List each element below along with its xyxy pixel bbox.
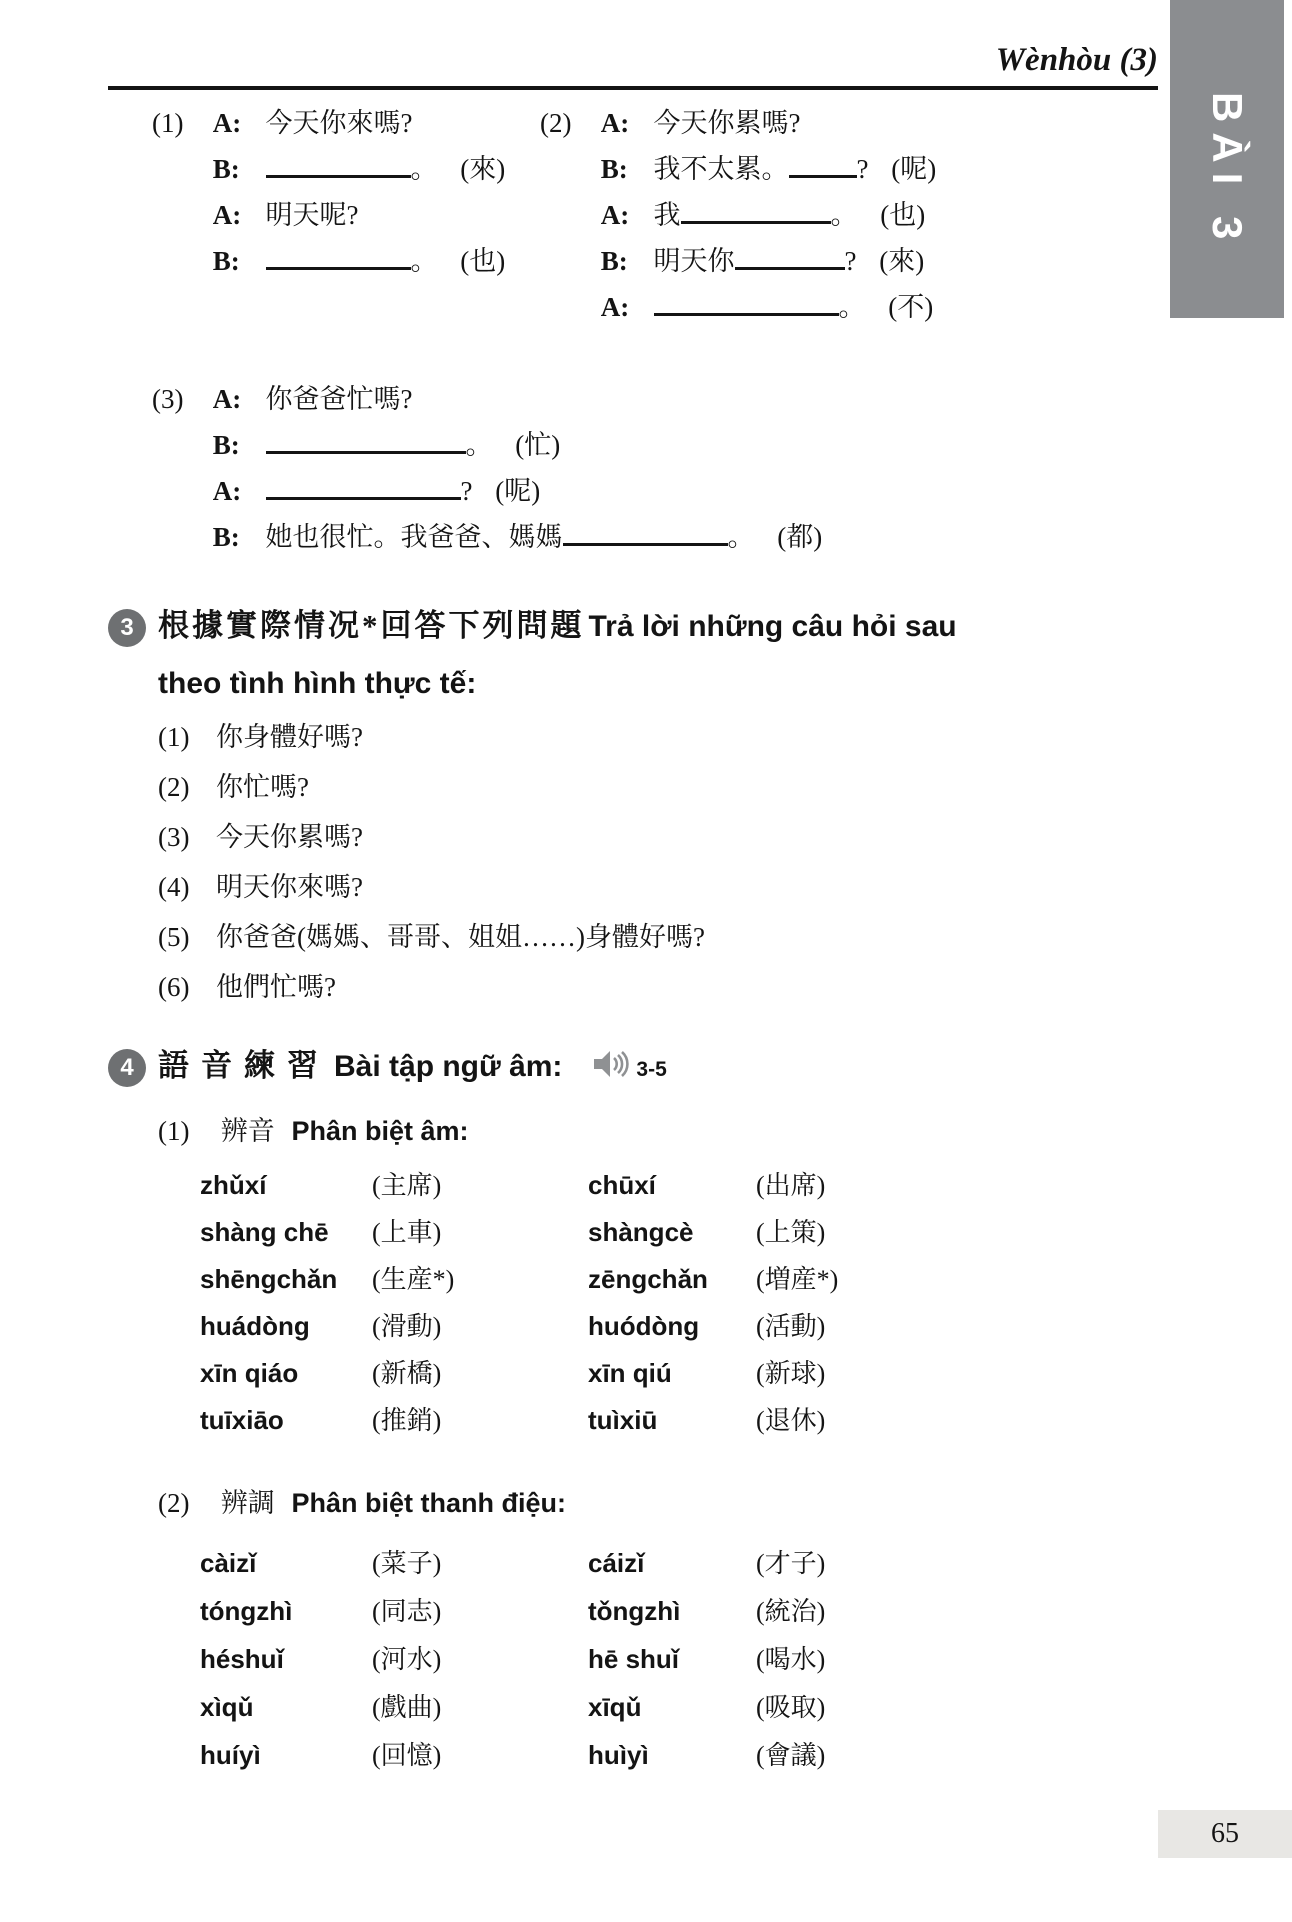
phonetics-table-2: [200, 1540, 825, 1780]
phonetics-1-header: [158, 1110, 469, 1152]
pinyin-cell: cáizǐ: [588, 1548, 645, 1578]
hint-word: (來): [879, 246, 925, 276]
hint-word: (不): [888, 292, 934, 322]
pinyin-cell: héshuǐ: [200, 1644, 284, 1674]
punctuation: ?: [844, 246, 857, 276]
section-title-vi: Trả lời những câu hỏi sau theo tình hình thực tế:: [158, 610, 957, 700]
pinyin-cell: shàng chē: [200, 1217, 329, 1247]
dialogue-item-2: [540, 100, 936, 330]
fill-blank: [266, 449, 466, 454]
question-text: 他們忙嗎?: [216, 972, 336, 1002]
punctuation: ?: [460, 476, 473, 506]
hanzi-cell: (新橋): [372, 1359, 442, 1388]
dialogue-line: [152, 468, 822, 514]
speaker-label: B:: [600, 154, 628, 184]
dialogue-text: 你爸爸忙嗎?: [265, 384, 413, 414]
hanzi-cell: (會議): [756, 1741, 826, 1770]
dialogue-line: [152, 422, 822, 468]
punctuation: 。: [410, 246, 438, 276]
sub-item-number: (2): [158, 1488, 190, 1518]
pinyin-cell: zhǔxí: [200, 1170, 267, 1200]
speaker-label: A:: [600, 200, 630, 230]
dialogue-text: 她也很忙。我爸爸、媽媽: [265, 522, 563, 552]
dialogue-line: [152, 376, 822, 422]
section-title-vi: Bài tập ngữ âm:: [334, 1050, 563, 1083]
punctuation: 。: [838, 292, 866, 322]
question-number: (2): [158, 772, 190, 802]
hanzi-cell: (活動): [756, 1312, 826, 1341]
lesson-tab: [1170, 0, 1284, 318]
pinyin-cell: xīn qiú: [588, 1358, 672, 1388]
hint-word: (也): [880, 200, 926, 230]
question-number: (1): [158, 722, 190, 752]
dialogue-line: [152, 238, 505, 284]
dialogue-text: 我不太累。: [653, 154, 789, 184]
hanzi-cell: (新球): [756, 1359, 826, 1388]
audio-track-label: 3-5: [636, 1058, 667, 1081]
fill-blank: [735, 265, 845, 270]
dialogue-line: [540, 100, 936, 146]
hanzi-cell: (戲曲): [372, 1693, 442, 1722]
header-rule: [108, 86, 1158, 90]
question-list: [158, 712, 705, 1012]
pinyin-cell: xīn qiáo: [200, 1358, 299, 1388]
pinyin-cell: shàngcè: [588, 1217, 694, 1247]
section-title-zh: 根據實際情况*回答下列問題: [158, 608, 585, 643]
speaker-label: B:: [212, 246, 240, 276]
dialogue-text: 我: [653, 200, 681, 230]
speaker-icon: [592, 1048, 630, 1102]
punctuation: ?: [856, 154, 869, 184]
page-number: 65: [1211, 1818, 1239, 1849]
phonetics-table-1: [200, 1162, 838, 1444]
dialogue-line: [152, 514, 822, 560]
dialogue-line: [152, 146, 505, 192]
hanzi-cell: (増産*): [756, 1265, 839, 1294]
fill-blank: [789, 173, 857, 178]
pinyin-cell: huìyì: [588, 1740, 649, 1770]
punctuation: 。: [727, 522, 755, 552]
hanzi-cell: (推銷): [372, 1406, 442, 1435]
hanzi-cell: (河水): [372, 1645, 442, 1674]
dialogue-item-3: [152, 376, 822, 560]
speaker-label: B:: [212, 430, 240, 460]
speaker-label: A:: [212, 384, 242, 414]
pinyin-cell: zēngchǎn: [588, 1264, 708, 1294]
pinyin-cell: xīqǔ: [588, 1692, 642, 1722]
pinyin-cell: tuīxiāo: [200, 1405, 284, 1435]
question-number: (4): [158, 872, 190, 902]
hanzi-cell: (菜子): [372, 1549, 442, 1578]
hanzi-cell: (喝水): [756, 1645, 826, 1674]
hanzi-cell: (才子): [756, 1549, 826, 1578]
fill-blank: [266, 265, 411, 270]
dialogue-text: 明天你: [653, 246, 735, 276]
hanzi-cell: (吸取): [756, 1693, 826, 1722]
hanzi-cell: (同志): [372, 1597, 442, 1626]
question-item: [158, 912, 705, 962]
dialogue-line: [540, 238, 936, 284]
question-text: 你忙嗎?: [216, 772, 309, 802]
fill-blank: [563, 541, 728, 546]
dialogue-line: [152, 192, 505, 238]
pinyin-cell: huádòng: [200, 1311, 310, 1341]
sub-item-number: (1): [158, 1116, 190, 1146]
question-item: [158, 812, 705, 862]
item-number: (1): [152, 108, 184, 138]
pinyin-cell: huódòng: [588, 1311, 700, 1341]
fill-blank: [266, 173, 411, 178]
item-number: (2): [540, 108, 572, 138]
hanzi-cell: (主席): [372, 1171, 442, 1200]
hanzi-cell: (上車): [372, 1218, 442, 1247]
pinyin-cell: xìqǔ: [200, 1692, 254, 1722]
question-text: 明天你來嗎?: [216, 872, 363, 902]
sub-item-zh: 辨音: [220, 1116, 275, 1146]
speaker-label: A:: [212, 200, 242, 230]
dialogue-line: [152, 100, 505, 146]
hanzi-cell: (統治): [756, 1597, 826, 1626]
sub-item-vi: Phân biệt âm:: [291, 1116, 469, 1146]
dialogue-text: 明天呢?: [265, 200, 359, 230]
lesson-tab-label: BÀI 3: [1204, 92, 1251, 250]
hanzi-cell: (出席): [756, 1171, 826, 1200]
hint-word: (忙): [515, 430, 561, 460]
dialogue-line: [540, 146, 936, 192]
speaker-label: B:: [212, 522, 240, 552]
pinyin-cell: hē shuǐ: [588, 1644, 680, 1674]
question-text: 你爸爸(媽媽、哥哥、姐姐……)身體好嗎?: [216, 922, 705, 952]
phonetics-2-header: [158, 1482, 566, 1524]
question-item: [158, 712, 705, 762]
speaker-label: B:: [600, 246, 628, 276]
page-number-box: [1158, 1810, 1292, 1858]
pinyin-cell: chūxí: [588, 1170, 656, 1200]
question-number: (6): [158, 972, 190, 1002]
pinyin-cell: tóngzhì: [200, 1596, 293, 1626]
hint-word: (都): [777, 522, 823, 552]
punctuation: 。: [465, 430, 493, 460]
section-title-zh: 語音練習: [158, 1048, 330, 1083]
dialogue-line: [540, 192, 936, 238]
hanzi-cell: (上策): [756, 1218, 826, 1247]
hanzi-cell: (退休): [756, 1406, 826, 1435]
punctuation: 。: [830, 200, 858, 230]
hint-word: (呢): [891, 154, 937, 184]
pinyin-cell: càizǐ: [200, 1548, 257, 1578]
page-title: Wènhòu (3): [995, 42, 1158, 78]
fill-blank: [266, 495, 461, 500]
pinyin-cell: shēngchǎn: [200, 1264, 338, 1294]
section-4-heading: [120, 1040, 978, 1102]
question-number: (3): [158, 822, 190, 852]
section-number-badge: 3: [108, 609, 146, 647]
question-number: (5): [158, 922, 190, 952]
hint-word: (來): [460, 154, 506, 184]
dialogue-text: 今天你累嗎?: [653, 108, 801, 138]
fill-blank: [654, 311, 839, 316]
fill-blank: [681, 219, 831, 224]
speaker-label: A:: [600, 292, 630, 322]
question-item: [158, 862, 705, 912]
question-item: [158, 762, 705, 812]
speaker-label: A:: [212, 476, 242, 506]
pinyin-cell: tǒngzhì: [588, 1596, 681, 1626]
question-item: [158, 962, 705, 1012]
speaker-label: B:: [212, 154, 240, 184]
item-number: (3): [152, 384, 184, 414]
dialogue-text: 今天你來嗎?: [265, 108, 413, 138]
punctuation: 。: [410, 154, 438, 184]
hanzi-cell: (回憶): [372, 1741, 442, 1770]
section-3-heading: [120, 600, 978, 715]
speaker-label: A:: [212, 108, 242, 138]
hanzi-cell: (生産*): [372, 1265, 455, 1294]
dialogue-item-1: [152, 100, 505, 284]
section-number-badge: 4: [108, 1049, 146, 1087]
pinyin-cell: huíyì: [200, 1740, 261, 1770]
question-text: 你身體好嗎?: [216, 722, 363, 752]
sub-item-zh: 辨調: [220, 1488, 275, 1518]
question-text: 今天你累嗎?: [216, 822, 363, 852]
sub-item-vi: Phân biệt thanh điệu:: [291, 1488, 566, 1518]
hint-word: (也): [460, 246, 506, 276]
dialogue-line: [540, 284, 936, 330]
pinyin-cell: tuìxiū: [588, 1405, 658, 1435]
speaker-label: A:: [600, 108, 630, 138]
hint-word: (呢): [495, 476, 541, 506]
hanzi-cell: (滑動): [372, 1312, 442, 1341]
